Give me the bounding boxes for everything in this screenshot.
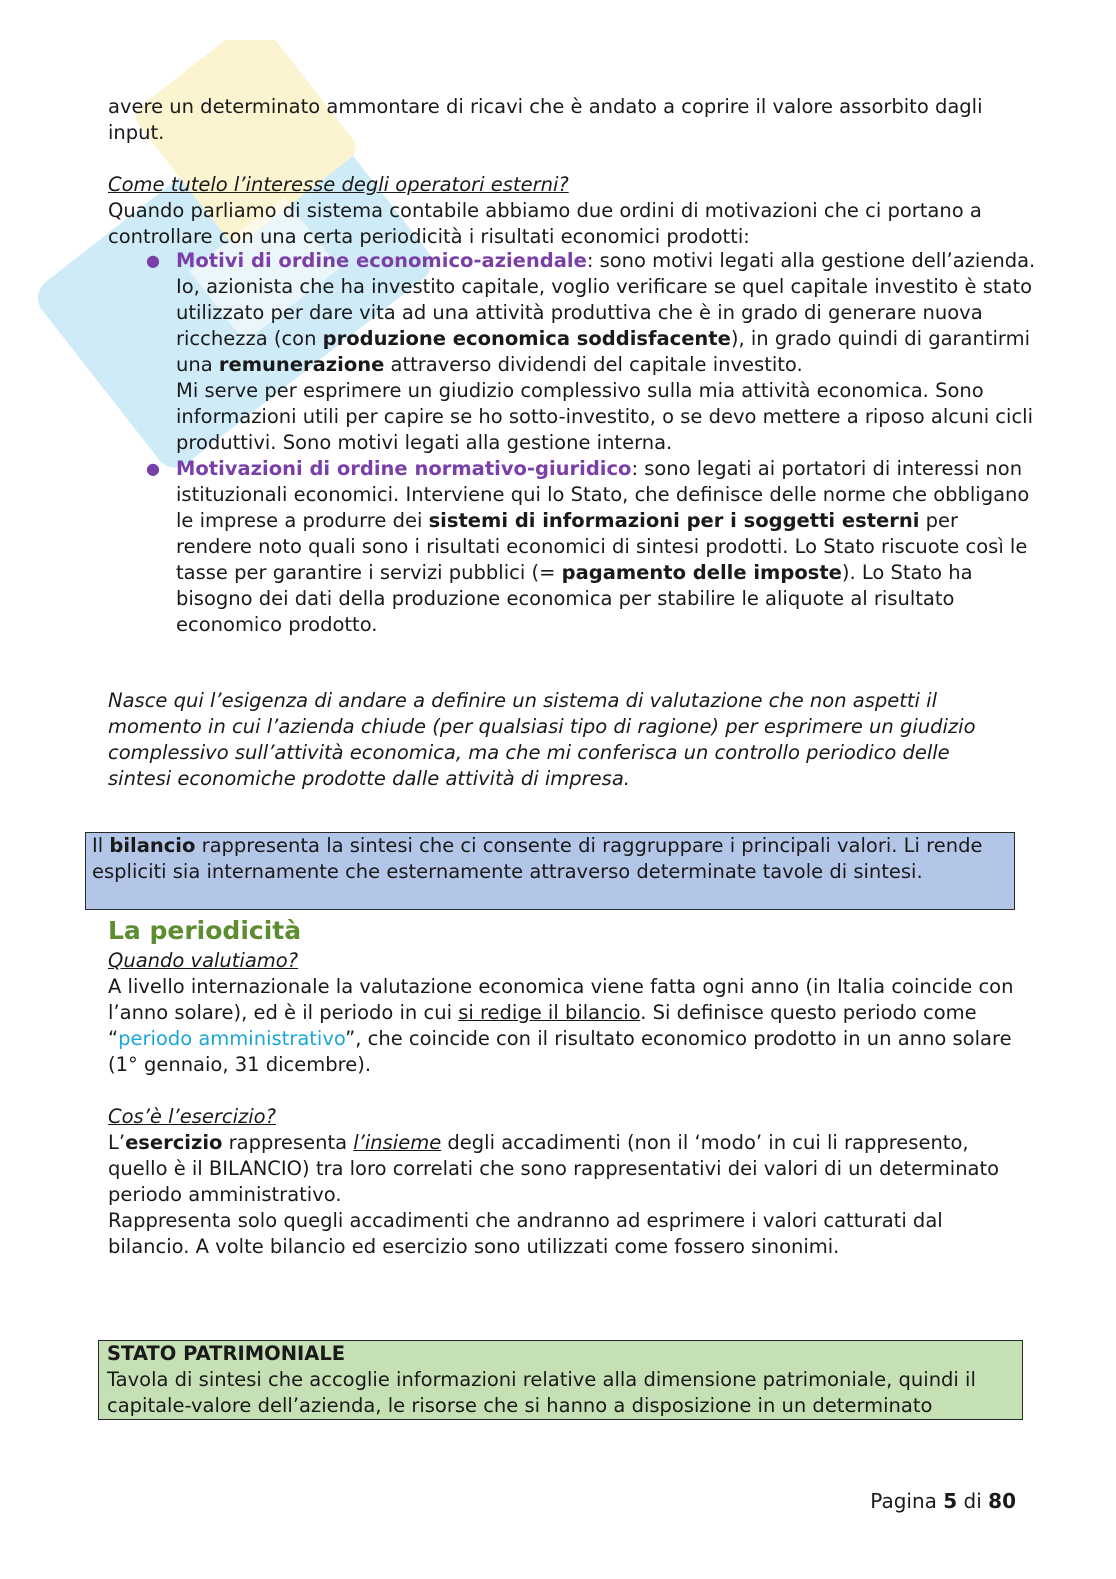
bullet-text: ). Lo Stato ha bisogno dei dati della produzione economica per stabilire le aliquote al risultato economico prodotto. [176,561,973,636]
stato-patrimoniale-box [98,1340,1023,1420]
question-text: Come tutelo l’interesse degli operatori esterni? [108,173,569,196]
section-heading-periodicita: La periodicità [108,916,302,945]
bullet-text: : sono legati ai portatori di interessi non istituzionali economici. Interviene qui lo Stato, che definisce delle norme che obbligano le imprese a produrre dei [176,457,1030,532]
list-item-normativo-giuridico [108,456,1038,638]
text-span: A livello internazionale la valutazione economica viene fatta ogni anno (in Italia coincide con l’anno solare), ed è il periodo in cui [108,975,1014,1024]
bold-text: bilancio [109,834,196,857]
bullet-text: attraverso dividendi del capitale investito. [384,353,803,376]
paragraph-intro-continuation [108,94,1018,146]
bullet-text-continuation: Mi serve per esprimere un giudizio complessivo sulla mia attività economica. Sono informazioni utili per capire se ho sotto-investito, o se devo mettere a riposo alcuni cicli produttivi. Sono motivi legati alla gestione interna. [176,379,1034,454]
italic-underlined-text: l’insieme [353,1131,442,1154]
text-span: degli accadimenti (non il ‘modo’ in cui li rappresento, quello è il BILANCIO) tra loro correlati che sono rappresentativi dei valori di un determinato periodo amministrativo. [108,1131,1000,1206]
question-operatori-esterni [108,172,1018,250]
highlighted-term: periodo amministrativo [118,1027,346,1050]
total-pages: 80 [988,1489,1016,1513]
bilancio-definition-box [85,832,1015,910]
bullet-title: Motivi di ordine economico-aziendale [176,249,587,272]
page-number-footer [870,1488,1016,1514]
bullet-icon: ● [146,459,160,478]
period-paragraph [108,974,1018,1078]
text-span: Il [92,834,110,857]
footer-label: Pagina [870,1489,944,1513]
list-item-economico-aziendale [108,248,1038,456]
question-text: Quando valutiamo? [108,949,299,972]
bold-text: sistemi di informazioni per i soggetti esterni [428,509,920,532]
current-page: 5 [943,1489,958,1513]
box-title: STATO PATRIMONIALE [107,1342,346,1365]
footer-separator: di [957,1489,989,1513]
bullet-icon: ● [146,251,160,270]
bullet-text: ), in grado quindi di garantirmi una [176,327,1030,376]
bullet-text: per rendere noto quali sono i risultati economici di sintesi prodotti. Lo Stato riscuote così le tasse per garantire i servizi pubblici (= [176,509,1028,584]
bullet-title: Motivazioni di ordine normativo-giuridico [176,457,632,480]
box-text: Tavola di sintesi che accoglie informazioni relative alla dimensione patrimoniale, quindi il capitale-valore dell’azienda, le risorse che si hanno a disposizione in un determinato [107,1368,976,1417]
esercizio-paragraph-2: Rappresenta solo quegli accadimenti che andranno ad esprimere i valori catturati dal bilancio. A volte bilancio ed esercizio sono utilizzati come fossero sinonimi. [108,1209,943,1258]
text-span: ”, che coincide con il risultato economico prodotto in un anno solare (1° gennaio, 31 dicembre). [108,1027,1012,1076]
bold-text: esercizio [125,1131,223,1154]
underlined-text: si redige il bilancio [458,1001,641,1024]
esercizio-paragraph [108,1130,1018,1208]
bold-text: remunerazione [218,353,385,376]
text-line: avere un determinato ammontare di ricavi che è andato a coprire il valore assorbito dagli input. [108,95,983,144]
italic-text: Nasce qui l’esigenza di andare a definire un sistema di valutazione che non aspetti il momento in cui l’azienda chiude (per qualsiasi tipo di ragione) per esprimere un giudizio complessivo sull’attività economica, ma che mi conferisca un controllo periodico delle sintesi economiche prodotte dalle attività di impresa. [108,689,976,790]
question-text: Cos’è l’esercizio? [108,1105,276,1128]
text-span: rappresenta la sintesi che ci consente di raggruppare i principali valori. Li rende espliciti sia internamente che esternamente attraverso determinate tavole di sintesi. [92,834,983,883]
bold-text: pagamento delle imposte [561,561,842,584]
text-span: rappresenta [222,1131,354,1154]
intro-text: Quando parliamo di sistema contabile abbiamo due ordini di motivazioni che ci portano a controllare con una certa periodicità i risultati economici prodotti: [108,199,982,248]
box-text [92,833,1008,885]
bold-text: produzione economica soddisfacente [322,327,731,350]
bullet-text: : sono motivi legati alla gestione dell’azienda. Io, azionista che ha investito capitale, voglio verificare se quel capitale investito è stato utilizzato per dare vita ad una attività produttiva che è in grado di generare nuova ricchezza (con [176,249,1036,350]
question-esercizio [108,1104,1018,1260]
question-quando-valutiamo [108,948,1018,1078]
motivations-list [108,248,1038,638]
text-span: L’ [108,1131,126,1154]
text-span: . Si definisce questo periodo come “ [108,1001,977,1050]
paragraph-italic [108,688,1018,792]
